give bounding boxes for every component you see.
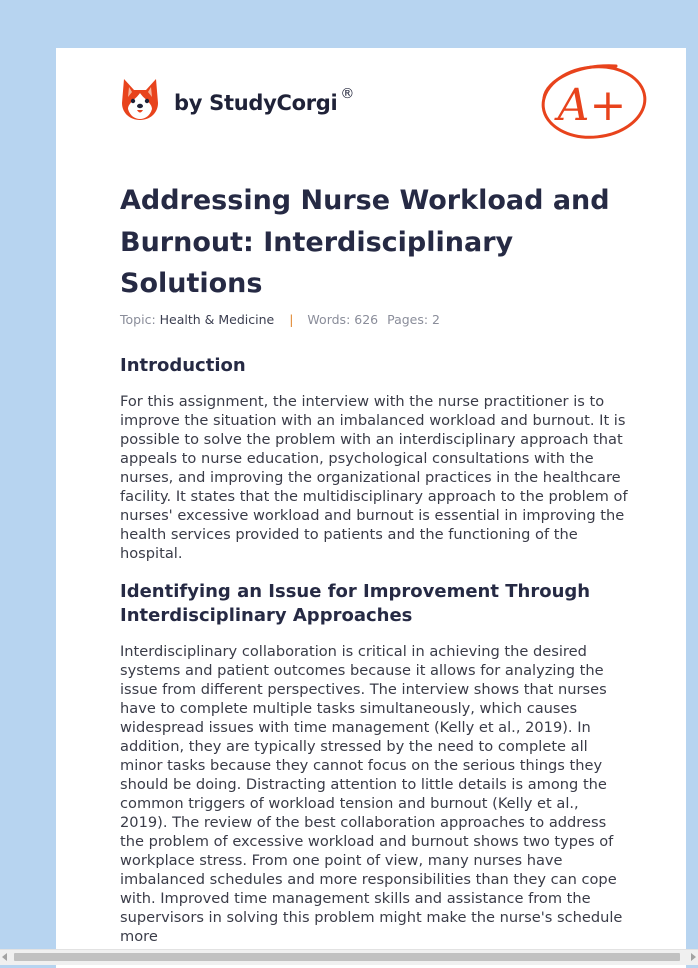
studycorgi-logo[interactable] <box>120 74 354 124</box>
page-title: Addressing Nurse Workload and Burnout: Interdisciplinary Solutions <box>120 185 610 299</box>
topic-link[interactable]: Health & Medicine <box>159 312 275 327</box>
section-paragraph-issue: Interdisciplinary collaboration is critical in achieving the desired systems and patient outcomes because it allows for analyzing the issue from different perspectives. The interview shows that nurses have to complete multiple tasks simultaneously, which causes widespread issues with time management (Kelly et al., 2019). In addition, they are typically stressed by the need to complete all minor tasks because they cannot focus on the serious things they should be doing. Distracting attention to little details is among the common triggers of workload tension and burnout (Kelly et al., 2019). The review of the best collaboration approaches to address the problem of excessive workload and burnout shows two types of workplace stress. From one point of view, many nurses have imbalanced schedules and more responsibilities than they can cope with. Improved time management skills and assistance from the supervisors in solving this problem might make the nurse's schedule more <box>120 643 623 945</box>
horizontal-scrollbar[interactable] <box>0 949 698 965</box>
page-count: Pages: 2 <box>387 312 441 327</box>
grade-badge <box>538 58 650 142</box>
meta-separator: | <box>289 312 294 327</box>
section-heading-introduction: Introduction <box>120 355 246 376</box>
document-meta <box>120 312 440 327</box>
word-count: Words: 626 <box>307 312 379 327</box>
section-paragraph-introduction: For this assignment, the interview with the nurse practitioner is to improve the situation with an imbalanced workload and burnout. It is possible to solve the problem with an interdisciplinary approach that appeals to nurse education, psychological consultations with the nurses, and improving the organizational practices in the healthcare facility. It states that the multidisciplinary approach to the problem of nurses' excessive workload and burnout is essential in improving the health services provided to patients and the functioning of the hospital. <box>120 393 628 562</box>
registered-mark: ® <box>340 85 355 102</box>
scroll-left-arrow-icon[interactable] <box>2 953 7 961</box>
corgi-icon <box>120 77 160 121</box>
document-page <box>56 48 686 968</box>
scroll-right-arrow-icon[interactable] <box>691 953 696 961</box>
brand-name: by StudyCorgi ® <box>174 85 355 115</box>
section-heading-issue: Identifying an Issue for Improvement Through Interdisciplinary Approaches <box>120 581 591 626</box>
grade-text: A+ <box>557 80 627 131</box>
scroll-thumb[interactable] <box>14 953 680 961</box>
topic-label: Topic: <box>120 312 156 327</box>
